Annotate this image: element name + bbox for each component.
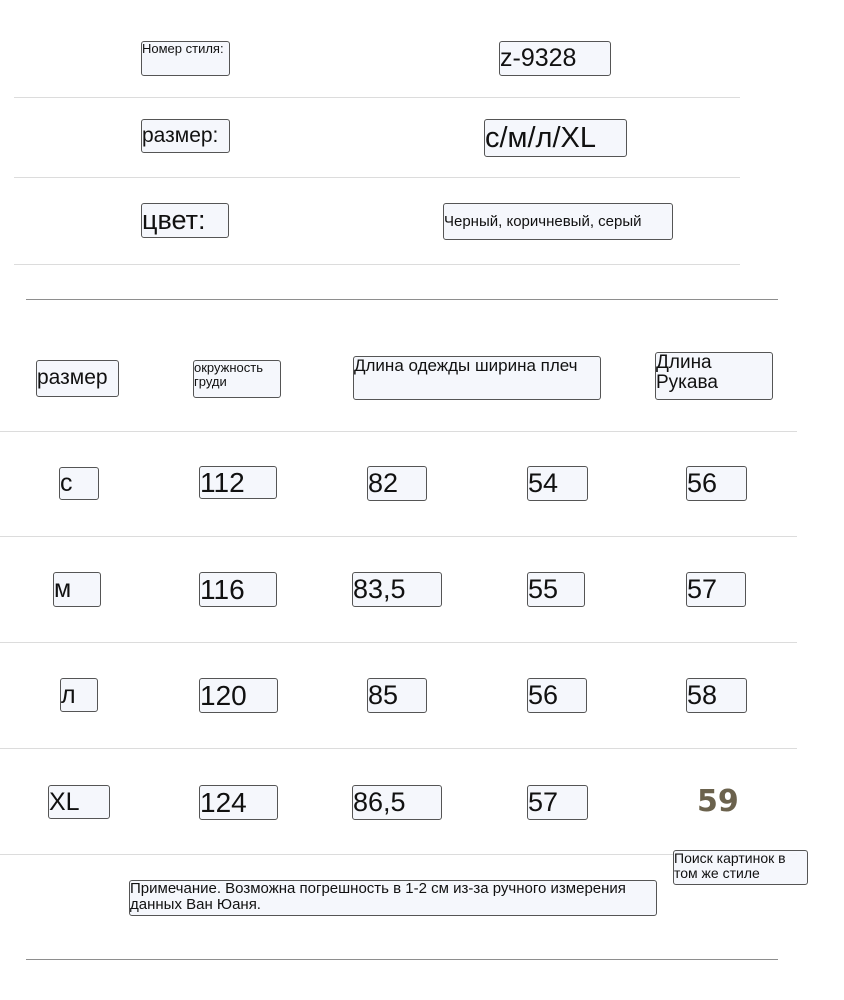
row-1-length: 82 xyxy=(367,466,427,501)
divider xyxy=(0,748,797,749)
size-label: размер: xyxy=(141,119,230,153)
row-2-sleeve: 57 xyxy=(686,572,746,607)
row-1-sleeve: 56 xyxy=(686,466,747,501)
divider xyxy=(14,177,740,178)
color-label: цвет: xyxy=(141,203,229,238)
measurement-note: Примечание. Возможна погрешность в 1-2 см из-за ручного измерения данных Ван Юаня. xyxy=(129,880,657,916)
row-2-length: 83,5 xyxy=(352,572,442,607)
header-size: размер xyxy=(36,360,119,397)
row-3-shoulder: 56 xyxy=(527,678,587,713)
divider xyxy=(14,97,740,98)
row-4-chest: 124 xyxy=(199,785,278,820)
row-1-size: с xyxy=(59,467,99,500)
bottom-separator xyxy=(26,959,778,960)
divider xyxy=(0,536,797,537)
header-chest: окружность груди xyxy=(193,360,281,398)
row-1-chest: 112 xyxy=(199,466,277,499)
row-4-length: 86,5 xyxy=(352,785,442,820)
size-value: с/м/л/XL xyxy=(484,119,627,157)
row-4-shoulder: 57 xyxy=(527,785,588,820)
row-3-chest: 120 xyxy=(199,678,278,713)
row-2-chest: 116 xyxy=(199,572,277,607)
row-1-shoulder: 54 xyxy=(527,466,588,501)
header-sleeve: Длина Рукава xyxy=(655,352,773,400)
row-4-size: XL xyxy=(48,785,110,819)
row-2-size: м xyxy=(53,572,101,607)
row-3-size: л xyxy=(60,678,98,712)
divider xyxy=(14,264,740,265)
style-number-label: Номер стиля: xyxy=(141,41,230,76)
header-length-shoulder: Длина одежды ширина плеч xyxy=(353,356,601,400)
row-2-shoulder: 55 xyxy=(527,572,585,607)
row-3-sleeve: 58 xyxy=(686,678,747,713)
row-3-length: 85 xyxy=(367,678,427,713)
divider xyxy=(0,642,797,643)
color-value: Черный, коричневый, серый xyxy=(443,203,673,240)
search-similar-images-button[interactable]: Поиск картинок в том же стиле xyxy=(673,850,808,885)
section-separator xyxy=(26,299,778,300)
divider xyxy=(0,431,797,432)
style-number-value: z-9328 xyxy=(499,41,611,76)
row-4-sleeve: 59 xyxy=(697,784,739,819)
